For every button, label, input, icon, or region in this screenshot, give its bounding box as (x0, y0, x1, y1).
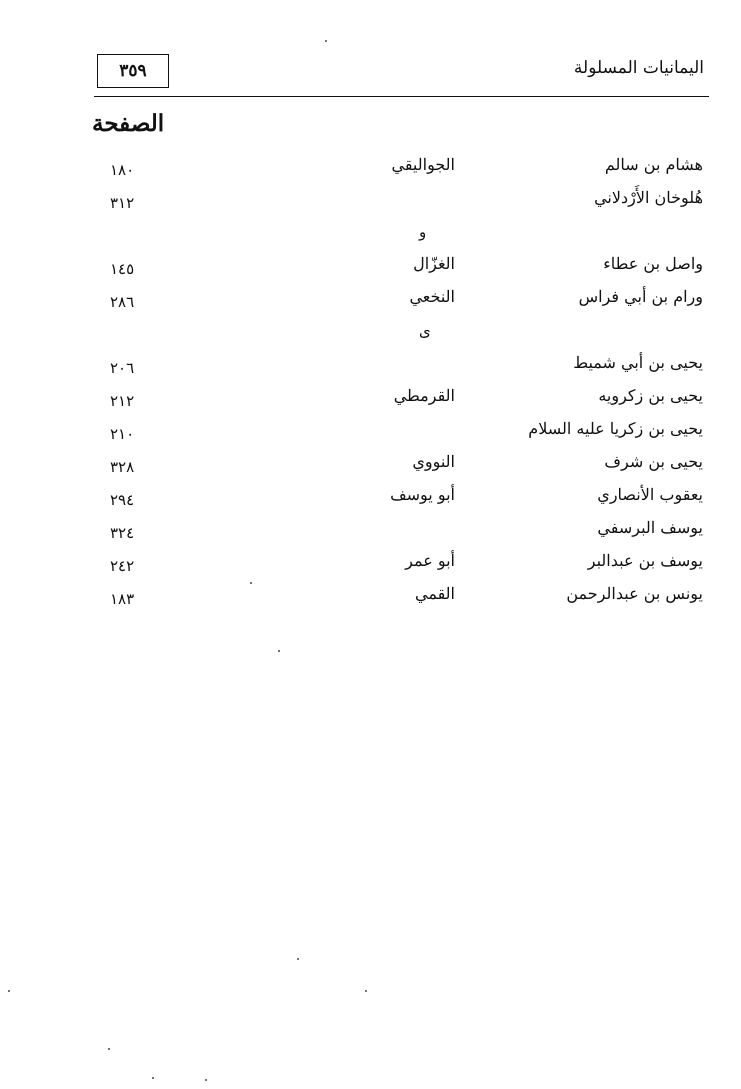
index-entry (0, 419, 741, 452)
index-entry (0, 584, 741, 617)
index-entry (0, 485, 741, 518)
letter-divider (0, 320, 741, 353)
entry-nickname: القمي (415, 584, 455, 603)
page-column-heading: الصفحة (92, 110, 165, 137)
entry-nickname: الغزّال (413, 254, 455, 273)
entry-nickname: الجواليقي (391, 155, 455, 174)
entry-name: هُلوخان الأَرْدلاني (594, 188, 703, 207)
entry-page: ٣٢٨ (110, 458, 135, 476)
entry-name: يحيى بن زكريا عليه السلام (528, 419, 703, 438)
entry-name: يوسف بن عبدالبر (587, 551, 703, 570)
entry-name: يحيى بن أبي شميط (573, 353, 703, 372)
entry-name: يحيى بن شرف (604, 452, 703, 471)
entry-name: واصل بن عطاء (603, 254, 703, 273)
entry-page: ٢٨٦ (110, 293, 135, 311)
entry-nickname: النووي (412, 452, 455, 471)
scan-speck (365, 990, 367, 992)
section-letter: ى (419, 322, 431, 340)
scan-speck (325, 40, 327, 42)
entry-nickname: أبو يوسف (390, 485, 455, 504)
scan-speck (250, 582, 252, 584)
page-number: ٣٥٩ (119, 61, 147, 81)
entry-page: ١٨٣ (110, 590, 135, 608)
entry-name: يونس بن عبدالرحمن (566, 584, 703, 603)
index-entry (0, 452, 741, 485)
entry-nickname: النخعي (409, 287, 455, 306)
entry-name: يوسف البرسفي (597, 518, 703, 537)
entry-page: ٢١٠ (110, 425, 135, 443)
entry-name: يعقوب الأنصاري (597, 485, 703, 504)
entry-page: ١٨٠ (110, 161, 135, 179)
index-entry (0, 254, 741, 287)
scan-speck (297, 958, 299, 960)
entry-nickname: القرمطي (393, 386, 455, 405)
index-list (0, 155, 741, 617)
entry-page: ٣١٢ (110, 194, 135, 212)
running-title: اليمانيات المسلولة (573, 58, 704, 78)
scan-speck (152, 1077, 154, 1079)
index-entry (0, 353, 741, 386)
scan-speck (278, 650, 280, 652)
letter-divider (0, 221, 741, 254)
entry-page: ٢١٢ (110, 392, 135, 410)
entry-page: ٢٤٢ (110, 557, 135, 575)
header-rule (94, 96, 709, 97)
entry-name: يحيى بن زكرويه (598, 386, 703, 405)
index-entry (0, 551, 741, 584)
index-entry (0, 287, 741, 320)
index-entry (0, 188, 741, 221)
index-entry (0, 518, 741, 551)
entry-page: ٣٢٤ (110, 524, 135, 542)
entry-name: ورام بن أبي فراس (578, 287, 703, 306)
scan-speck (205, 1079, 207, 1081)
entry-page: ١٤٥ (110, 260, 135, 278)
entry-page: ٢٠٦ (110, 359, 135, 377)
index-entry (0, 155, 741, 188)
index-entry (0, 386, 741, 419)
scan-speck (8, 990, 10, 992)
page-number-box (97, 54, 169, 88)
scan-speck (108, 1048, 110, 1050)
entry-name: هشام بن سالم (604, 155, 703, 174)
entry-nickname: أبو عمر (405, 551, 455, 570)
entry-page: ٢٩٤ (110, 491, 135, 509)
section-letter: و (419, 223, 427, 241)
